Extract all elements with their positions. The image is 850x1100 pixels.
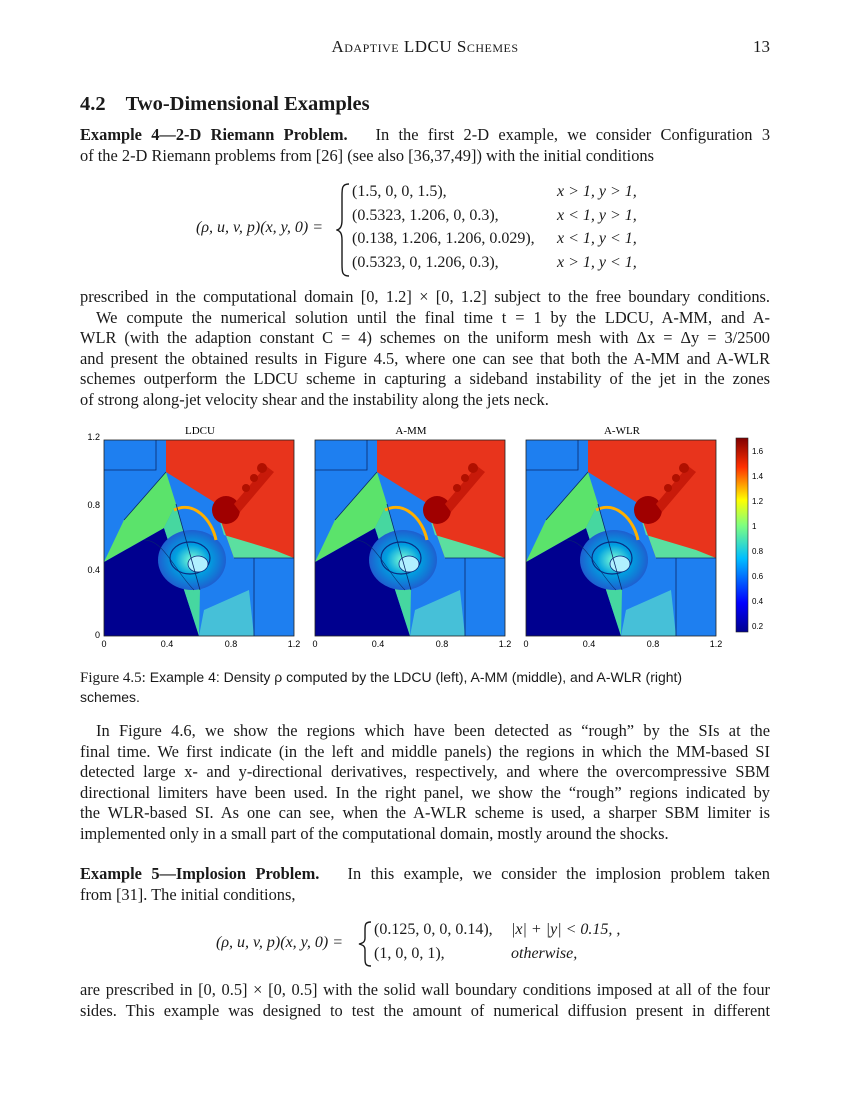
body-line: detected large x- and y-directional derivatives, respectively, and where the overcompressive SBM: [80, 762, 770, 781]
example4-body: [80, 287, 770, 410]
equation-riemann: [0, 180, 850, 280]
eq2-case-cond: otherwise,: [511, 944, 578, 962]
caption-text: Example 4: Density ρ computed by the LDCU (left), A-MM (middle), and A-WLR (right): [149, 669, 683, 685]
eq2-brace: [358, 920, 374, 968]
x-tick-label: 0.8: [224, 639, 238, 649]
panel-title: A-MM: [395, 425, 427, 437]
body-line: and present the obtained results in Figure 4.5, where one can see that both the A-MM and A-WLR: [80, 348, 770, 368]
x-tick-label: 0.4: [582, 639, 596, 649]
example5-intro: [80, 864, 770, 905]
eq1-case-cond: x > 1, y < 1,: [557, 253, 637, 271]
colorbar-tick: 1.2: [752, 497, 764, 506]
colorbar-tick: 1.4: [752, 472, 764, 481]
example4-intro: [80, 125, 770, 166]
eq2-lhs: (ρ, u, v, p)(x, y, 0) =: [216, 934, 344, 951]
figure-caption: [80, 668, 770, 707]
body-line: final time. We first indicate (in the left and middle panels) the regions in which the MM-based SI: [80, 741, 770, 761]
x-tick-label: 0.4: [371, 639, 385, 649]
equation-implosion: [0, 918, 850, 968]
section-heading: [80, 93, 370, 116]
x-tick-label: 0: [101, 639, 107, 649]
example4-label: Example 4—2-D Riemann Problem.: [80, 125, 348, 144]
example5-intro-a: In this example, we consider the implosion problem taken: [347, 864, 770, 883]
eq2-case-value: (1, 0, 0, 1),: [374, 944, 445, 962]
eq1-case-value: (0.5323, 1.206, 0, 0.3),: [352, 206, 499, 224]
eq1-case-cond: x < 1, y < 1,: [557, 230, 637, 247]
panel-title: A-WLR: [603, 425, 641, 437]
body-line: implemented only in a small part of the computational domain, mostly around the shocks.: [80, 823, 669, 843]
colorbar-tick: 1: [752, 522, 757, 531]
x-tick-label: 1.2: [287, 639, 301, 649]
body-line: WLR (with the adaption constant C = 4) schemes on the uniform mesh with Δx = Δy = 3/2500: [80, 328, 770, 347]
example5-intro-b: from [31]. The initial conditions,: [80, 884, 296, 904]
eq1-values: [352, 180, 535, 274]
eq1-case-cond: x < 1, y > 1,: [557, 206, 637, 224]
body-line: We compute the numerical solution until the final time t = 1 by the LDCU, A-MM, and A-: [96, 307, 770, 327]
colorbar: [736, 438, 748, 632]
figure-4-5: [80, 420, 770, 660]
colorbar-tick: 0.4: [752, 597, 764, 606]
caption-text-2: schemes.: [80, 689, 140, 705]
colorbar-tick: 0.2: [752, 622, 764, 631]
panel-amm: [315, 440, 505, 636]
y-tick-label: 1.2: [87, 432, 100, 442]
caption-label: Figure 4.5:: [80, 670, 146, 686]
eq1-case-value: (1.5, 0, 0, 1.5),: [352, 183, 447, 200]
example5-label: Example 5—Implosion Problem.: [80, 864, 320, 883]
x-tick-label: 0.8: [435, 639, 449, 649]
x-tick-label: 0.8: [646, 639, 660, 649]
body-line: of strong along-jet velocity shear and the instability along the jets neck.: [80, 389, 549, 409]
example5-body: [80, 980, 770, 1021]
eq2-case-value: (0.125, 0, 0, 0.14),: [374, 921, 493, 938]
eq1-lhs: (ρ, u, v, p)(x, y, 0) =: [196, 219, 324, 236]
x-axis-labels: [101, 639, 722, 649]
y-tick-label: 0: [94, 630, 100, 640]
body-line: sides. This example was designed to test the amount of numerical diffusion present in different: [80, 1000, 770, 1020]
body-line: schemes outperform the LDCU scheme in capturing a sideband instability of the jet in the zones: [80, 369, 770, 388]
panel-title: LDCU: [185, 425, 215, 437]
y-tick-label: 0.8: [87, 500, 100, 510]
x-tick-label: 0: [312, 639, 318, 649]
running-header: [0, 37, 850, 59]
eq1-case-value: (0.138, 1.206, 1.206, 0.029),: [352, 230, 535, 247]
running-title: Adaptive LDCU Schemes: [331, 37, 519, 56]
panel-ldcu: [104, 440, 294, 636]
eq2-values: [374, 918, 493, 965]
y-tick-label: 0.4: [87, 565, 100, 575]
eq1-case-value: (0.5323, 0, 1.206, 0.3),: [352, 253, 499, 271]
body-line: directional limiters have been used. In the right panel, we show the “rough” regions indicated by: [80, 782, 770, 802]
colorbar-tick: 1.6: [752, 447, 764, 456]
section-number: 4.2: [80, 93, 106, 115]
eq1-brace: [336, 182, 352, 278]
example4-intro-a: In the first 2-D example, we consider Configuration 3: [375, 125, 771, 144]
x-tick-label: 1.2: [498, 639, 512, 649]
section-title: Two-Dimensional Examples: [125, 93, 370, 115]
body-line: the WLR-based SI. As one can see, when the A-WLR scheme is used, a sharper SBM limiter is: [80, 803, 770, 822]
colorbar-labels: [752, 447, 764, 631]
paragraph-rough-regions: [80, 721, 770, 844]
after-eq-line: prescribed in the computational domain [0, 1.2] × [0, 1.2] subject to the free boundary conditions.: [80, 287, 770, 306]
x-tick-label: 0: [523, 639, 529, 649]
page-number: 13: [753, 37, 770, 56]
panel-awlr: [526, 440, 716, 636]
example4-intro-b: of the 2-D Riemann problems from [26] (see also [36,37,49]) with the initial conditions: [80, 145, 655, 165]
colorbar-tick: 0.6: [752, 572, 764, 581]
x-tick-label: 0.4: [160, 639, 174, 649]
body-line: are prescribed in [0, 0.5] × [0, 0.5] with the solid wall boundary conditions imposed at all of the four: [80, 980, 770, 999]
body-line: In Figure 4.6, we show the regions which have been detected as “rough” by the SIs at the: [96, 721, 770, 740]
eq2-case-cond: |x| + |y| < 0.15, ,: [511, 921, 621, 938]
x-tick-label: 1.2: [709, 639, 723, 649]
colorbar-tick: 0.8: [752, 547, 764, 556]
eq1-case-cond: x > 1, y > 1,: [557, 183, 637, 200]
eq1-conditions: [557, 180, 637, 274]
eq2-conditions: [511, 918, 620, 965]
